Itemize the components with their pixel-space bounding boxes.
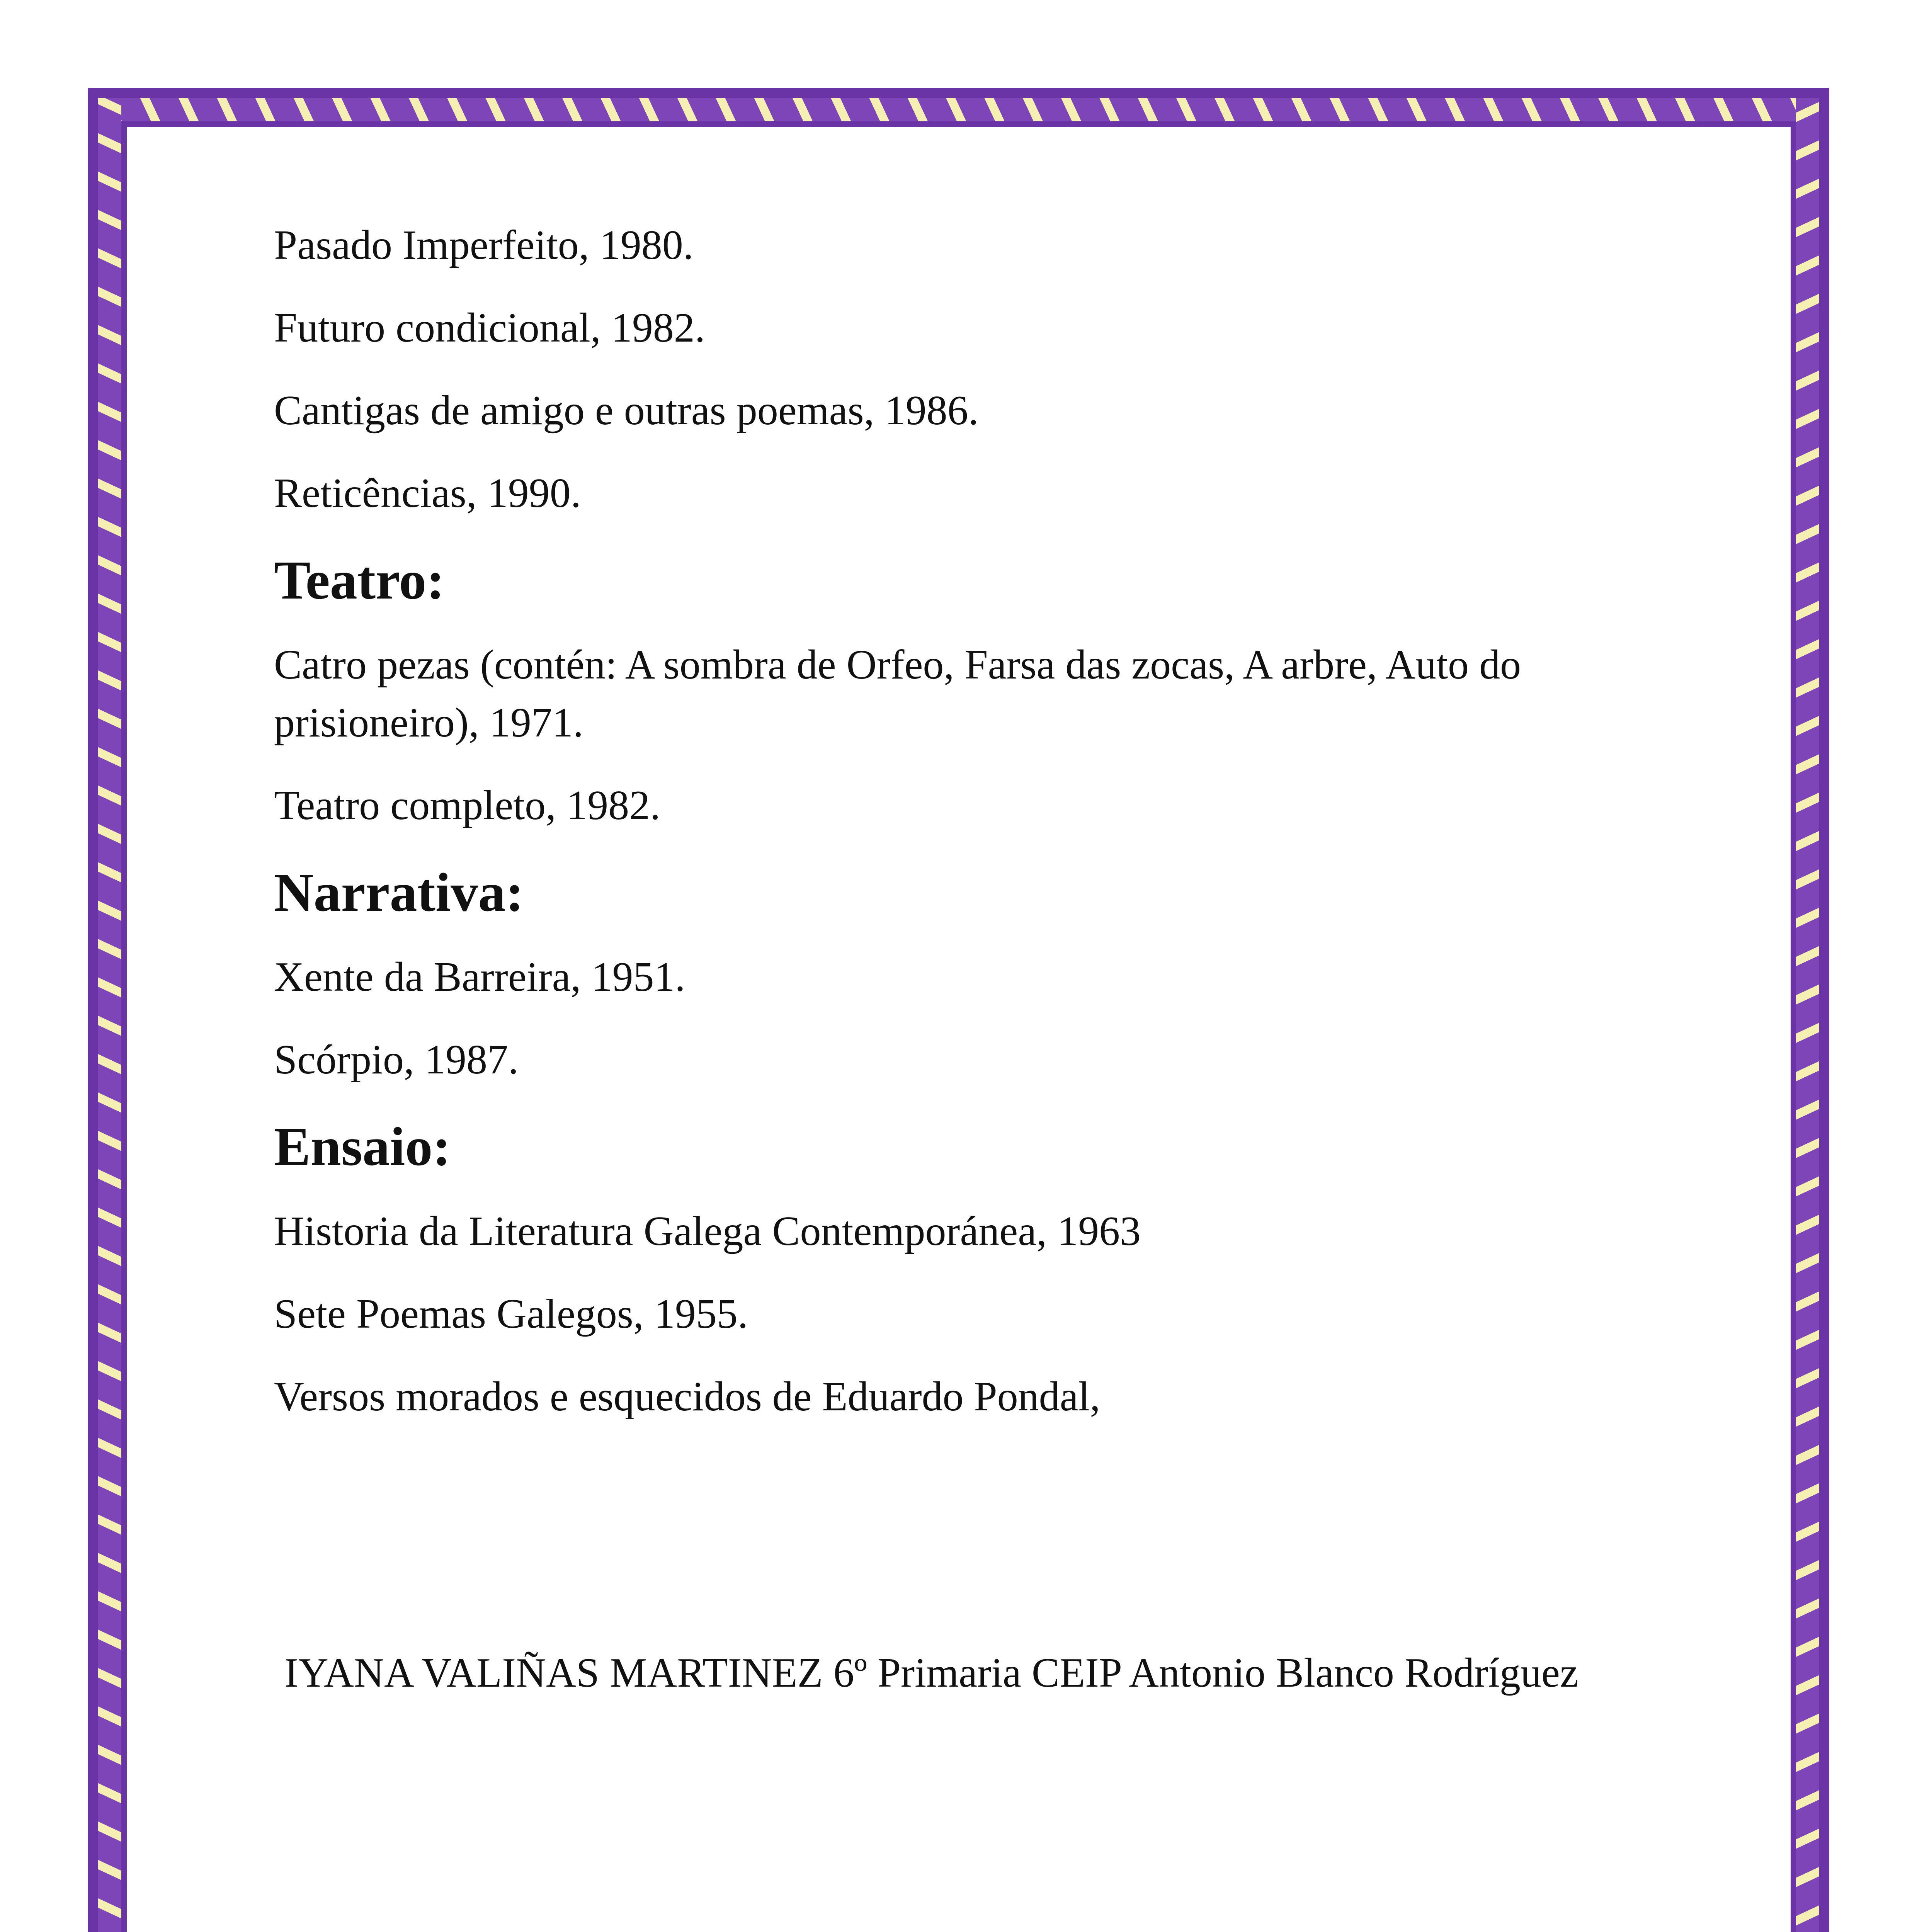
poetry-item: Cantigas de amigo e outras poemas, 1986. <box>274 388 979 434</box>
poetry-item: Pasado Imperfeito, 1980. <box>274 222 694 268</box>
author-credit: IYANA VALIÑAS MARTINEZ 6º Primaria CEIP Antonio Blanco Rodríguez <box>274 1650 1579 1696</box>
narrativa-item: Xente da Barreira, 1951. <box>274 954 685 1000</box>
border-wave-right <box>1796 98 1819 1932</box>
section-heading-teatro: Teatro: <box>274 549 445 611</box>
border-wave-top <box>98 98 1819 121</box>
border-wave-left <box>98 98 121 1932</box>
narrativa-item: Scórpio, 1987. <box>274 1037 519 1083</box>
section-heading-ensaio: Ensaio: <box>274 1116 451 1177</box>
ensaio-item: Versos morados e esquecidos de Eduardo Pondal, <box>274 1374 1101 1420</box>
ensaio-item: Historia da Literatura Galega Contemporánea, 1963 <box>274 1208 1141 1254</box>
poetry-item: Futuro condicional, 1982. <box>274 305 705 351</box>
teatro-item: Catro pezas (contén: A sombra de Orfeo, Farsa das zocas, A arbre, Auto do prisioneiro), 1971. <box>274 642 1521 746</box>
section-heading-narrativa: Narrativa: <box>274 862 524 923</box>
ensaio-item: Sete Poemas Galegos, 1955. <box>274 1291 748 1337</box>
poetry-item: Reticências, 1990. <box>274 470 581 516</box>
document-body <box>274 216 1681 1451</box>
teatro-item: Teatro completo, 1982. <box>274 782 661 828</box>
